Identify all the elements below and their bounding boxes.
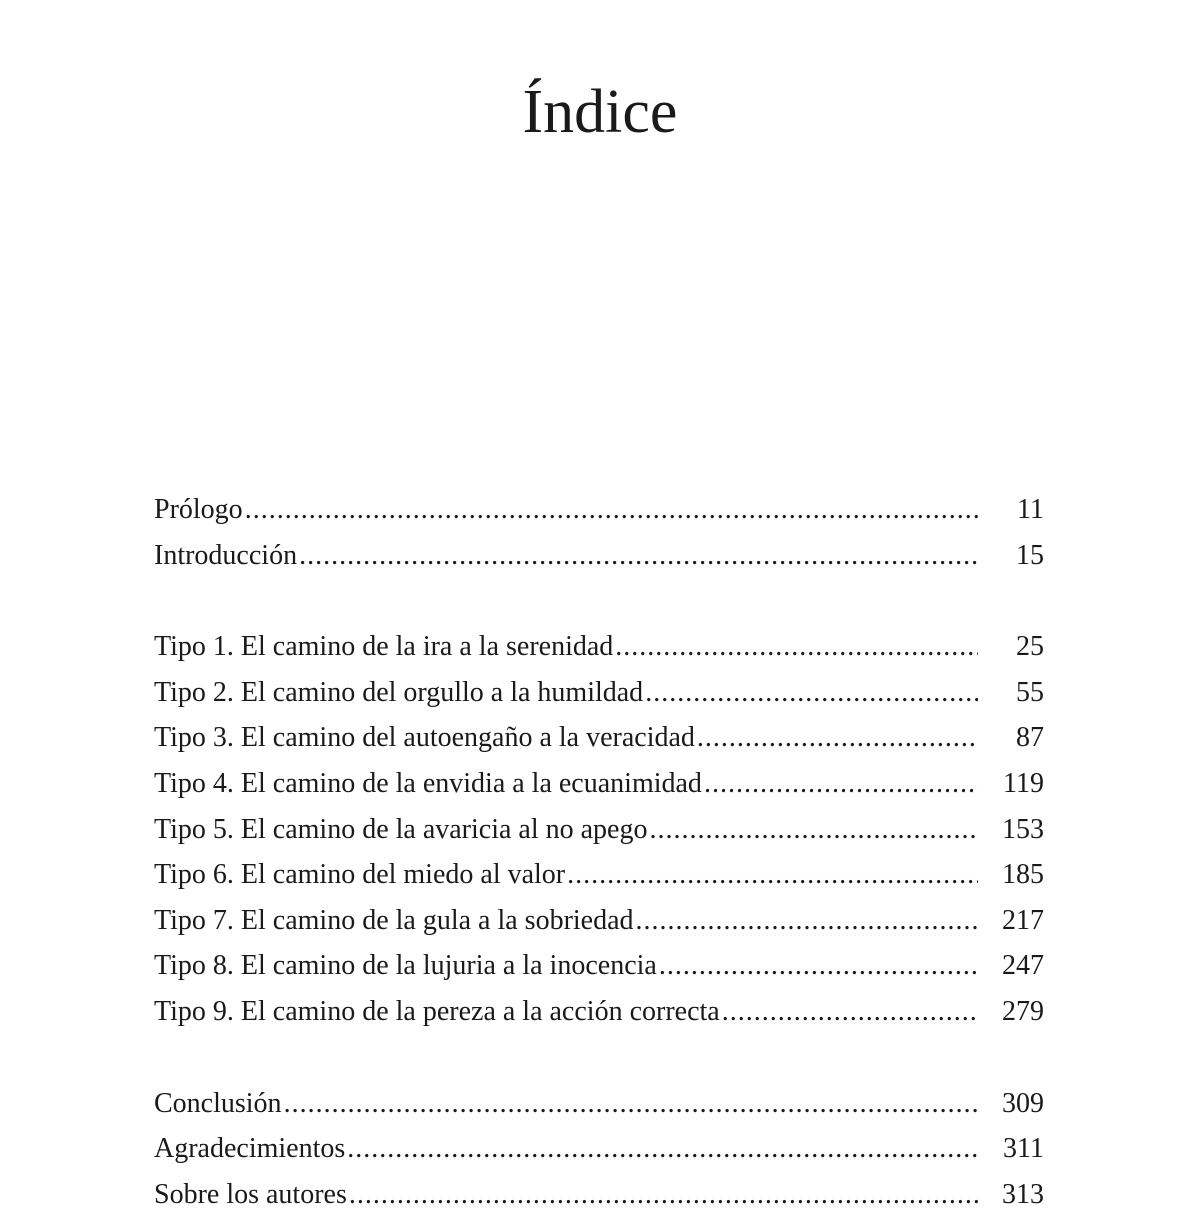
toc-entry-label: Tipo 3. El camino del autoengaño a la veracidad [154, 722, 695, 754]
dot-leader [284, 1081, 978, 1127]
toc-entry[interactable] [154, 989, 1044, 1035]
dot-leader [349, 1172, 978, 1217]
toc-entry-label: Sobre los autores [154, 1178, 347, 1210]
dot-leader [615, 624, 978, 670]
toc-entry-page: 153 [1002, 813, 1044, 845]
toc-entry[interactable] [154, 1126, 1044, 1172]
page-title: Índice [522, 78, 678, 146]
toc-entry[interactable] [154, 943, 1044, 989]
toc-entry-label: Tipo 9. El camino de la pereza a la acción correcta [154, 995, 720, 1027]
toc-entry-page: 87 [1016, 722, 1044, 754]
toc-entry-label: Tipo 5. El camino de la avaricia al no apego [154, 813, 648, 845]
toc-entry-page: 217 [1002, 904, 1044, 936]
dot-leader [299, 533, 978, 579]
toc-entry[interactable] [154, 487, 1044, 533]
table-of-contents [154, 487, 1044, 1217]
dot-leader [636, 898, 978, 944]
toc-entry-page: 119 [1003, 767, 1044, 799]
toc-entry[interactable] [154, 715, 1044, 761]
toc-entry-label: Tipo 8. El camino de la lujuria a la inocencia [154, 950, 657, 982]
toc-entry-page: 309 [1002, 1087, 1044, 1119]
toc-entry-page: 279 [1002, 995, 1044, 1027]
toc-entry[interactable] [154, 852, 1044, 898]
toc-entry[interactable] [154, 624, 1044, 670]
toc-entry-page: 313 [1002, 1178, 1044, 1210]
toc-entry-page: 247 [1002, 950, 1044, 982]
dot-leader [697, 715, 978, 761]
toc-entry-page: 25 [1016, 631, 1044, 663]
toc-entry[interactable] [154, 1172, 1044, 1217]
toc-entry-page: 15 [1016, 539, 1044, 571]
toc-entry[interactable] [154, 1081, 1044, 1127]
toc-entry[interactable] [154, 807, 1044, 853]
toc-entry-label: Prólogo [154, 494, 243, 525]
dot-leader [347, 1126, 978, 1172]
toc-entry-label: Tipo 4. El camino de la envidia a la ecuanimidad [154, 767, 702, 799]
toc-entry-label: Tipo 2. El camino del orgullo a la humildad [154, 676, 644, 708]
toc-entry-label: Agradecimientos [154, 1133, 346, 1165]
toc-entry-label: Tipo 7. El camino de la gula a la sobriedad [154, 904, 634, 936]
toc-group-back-matter [154, 1081, 1044, 1217]
dot-leader [567, 852, 978, 898]
toc-entry-page: 185 [1002, 859, 1044, 891]
toc-entry[interactable] [154, 670, 1044, 716]
toc-group-types [154, 624, 1044, 1034]
dot-leader [704, 761, 978, 807]
toc-entry-page: 55 [1016, 676, 1044, 708]
toc-entry-label: Tipo 6. El camino del miedo al valor [154, 859, 566, 891]
dot-leader [645, 670, 978, 716]
dot-leader [650, 807, 979, 853]
toc-entry[interactable] [154, 898, 1044, 944]
dot-leader [245, 487, 978, 533]
toc-entry-label: Introducción [154, 539, 298, 571]
toc-entry-page: 11 [1017, 494, 1044, 525]
toc-entry-page: 311 [1003, 1133, 1044, 1165]
toc-group-front-matter [154, 487, 1044, 578]
toc-entry[interactable] [154, 533, 1044, 579]
toc-entry-label: Tipo 1. El camino de la ira a la serenidad [154, 631, 614, 663]
toc-entry[interactable] [154, 761, 1044, 807]
dot-leader [659, 943, 978, 989]
dot-leader [722, 989, 978, 1035]
toc-entry-label: Conclusión [154, 1087, 282, 1119]
